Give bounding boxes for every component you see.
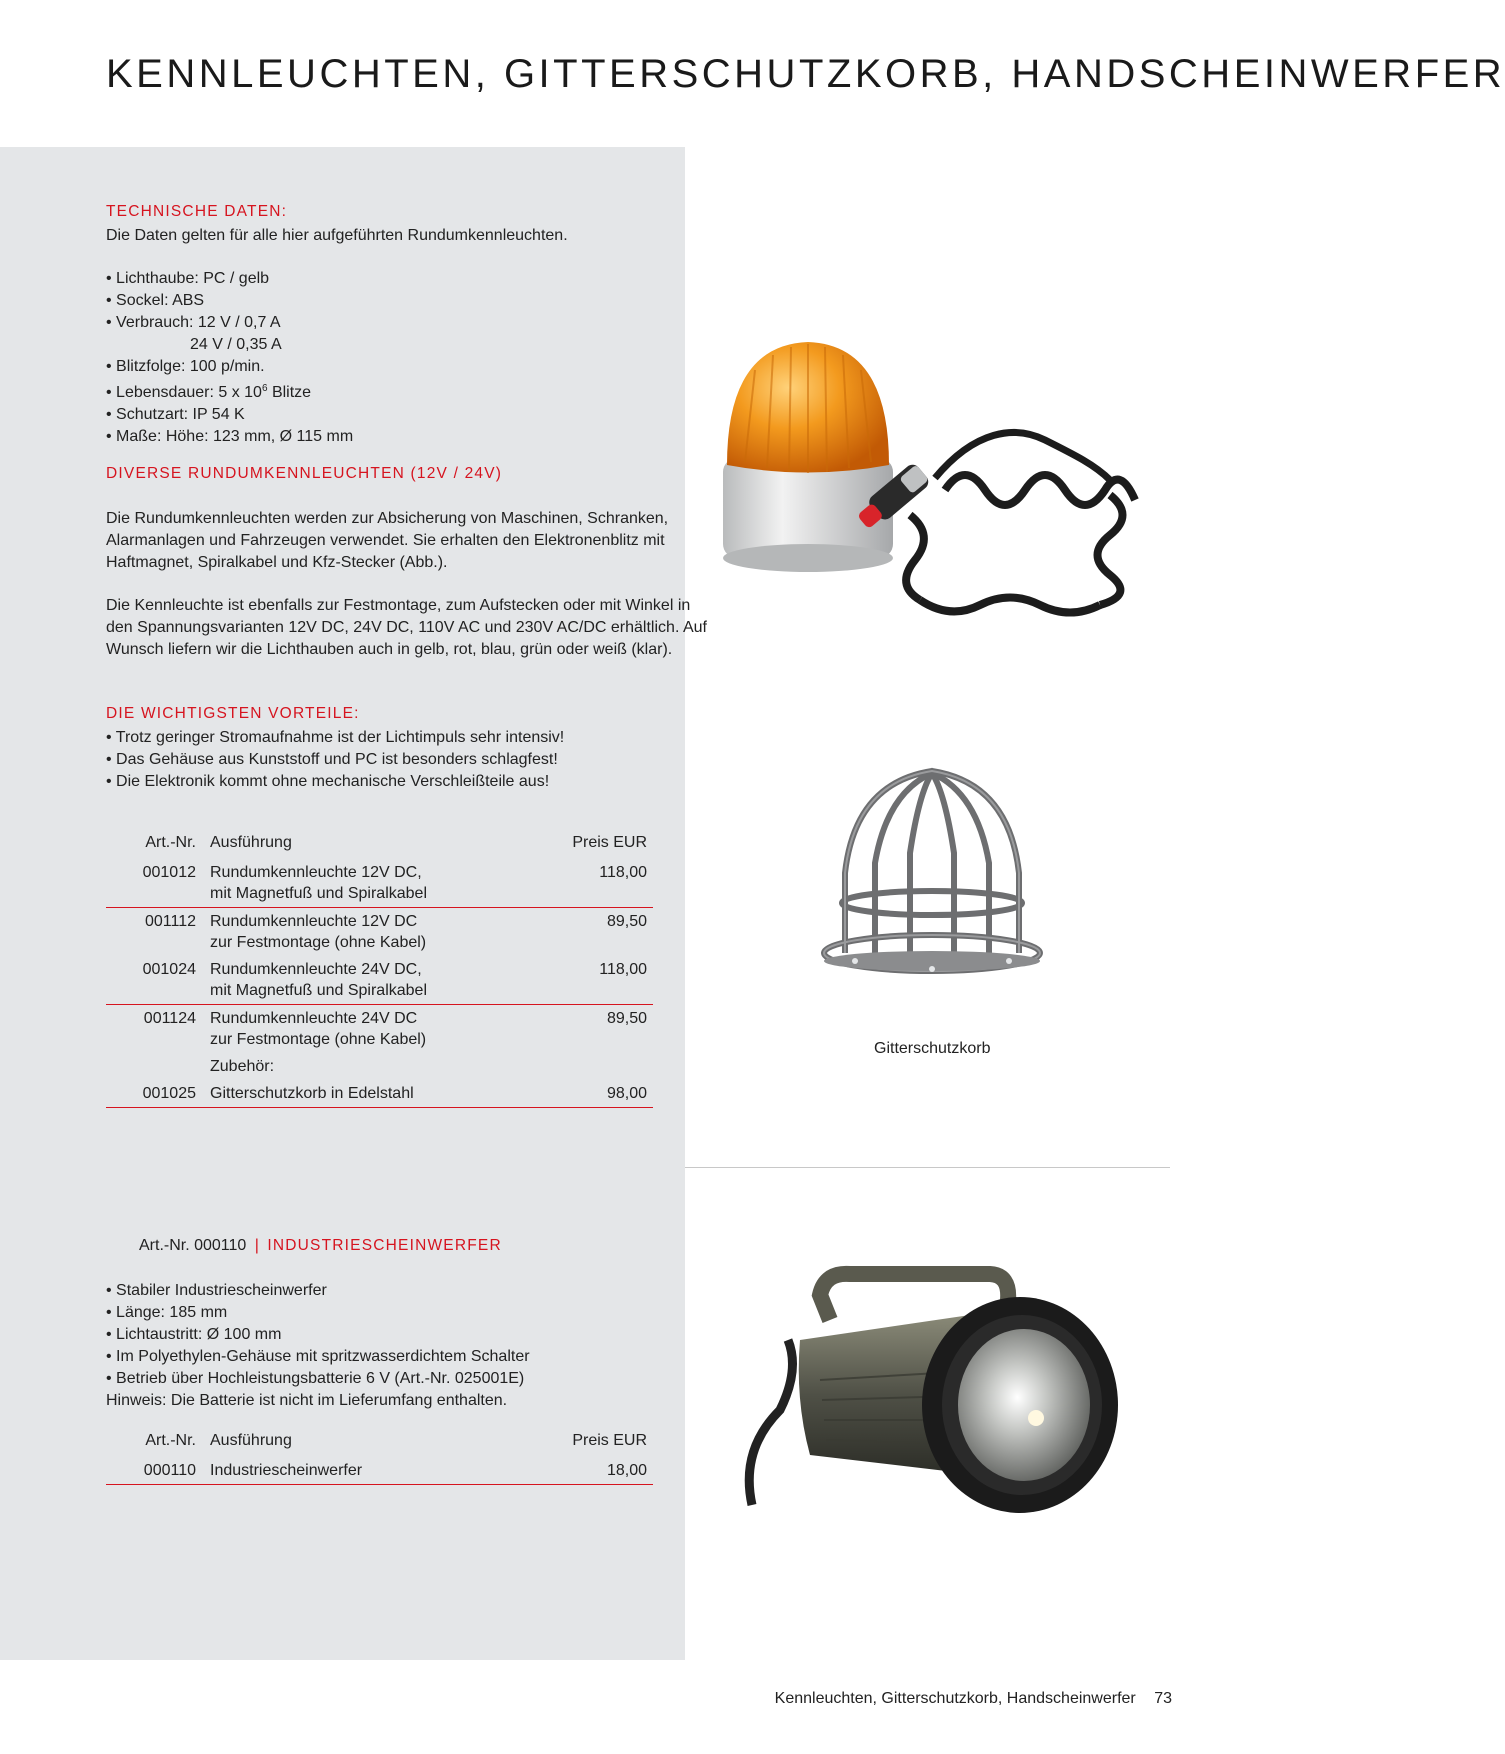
diverse-para1 [106,508,668,574]
tech-item-lebensdauer: • Lebensdauer: 5 x $10^6$ Blitze [106,383,312,401]
tech-list [106,268,353,448]
industrie-item: • Im Polyethylen-Gehäuse mit spritzwasserdichtem Schalter [106,1348,530,1365]
tech-heading: TECHNISCHE DATEN: [106,203,288,220]
vorteil-item: • Die Elektronik kommt ohne mechanische Verschleißteile aus! [106,773,550,790]
row-desc: Gitterschutzkorb in Edelstahl [210,1080,540,1108]
row-artnr: 001025 [106,1080,210,1108]
tech-intro: Die Daten gelten für alle hier aufgeführten Rundumkennleuchten. [106,227,568,244]
industrie-item: • Betrieb über Hochleistungsbatterie 6 V (Art.-Nr. 025001E) [106,1370,525,1387]
lantern-image [740,1260,1120,1520]
row-artnr: 001112 [144,913,196,930]
heading-separator: | [254,1237,259,1254]
row-price: 98,00 [540,1080,653,1108]
col-header-artnr: Art.-Nr. [145,834,196,851]
cage-caption: Gitterschutzkorb [874,1040,991,1057]
beacon-image [715,330,1175,630]
para-line: Alarmanlagen und Fahrzeugen verwendet. Sie erhalten den Elektronenblitz mit [106,532,665,549]
industrie-note: Hinweis: Die Batterie ist nicht im Lieferumfang enthalten. [106,1392,508,1409]
industrie-item: • Stabiler Industriescheinwerfer [106,1282,327,1299]
page-footer [775,1690,1172,1708]
para-line: Wunsch liefern wir die Lichthauben auch in gelb, rot, blau, grün oder weiß (klar). [106,641,673,658]
row-price: 18,00 [540,1457,653,1485]
tech-item: • Verbrauch: 12 V / 0,7 A [106,314,281,331]
footer-text: Kennleuchten, Gitterschutzkorb, Handscheinwerfer [774,1690,1136,1707]
diverse-heading: DIVERSE RUNDUMKENNLEUCHTEN (12V / 24V) [106,465,503,482]
row-artnr: 001024 [106,956,210,1005]
diverse-para2 [106,595,707,661]
vorteil-item: • Trotz geringer Stromaufnahme ist der Lichtimpuls sehr intensiv! [106,729,565,746]
tech-item: • Maße: Höhe: 123 mm, Ø 115 mm [106,428,354,445]
table-row [106,1005,653,1054]
row-artnr: 001124 [143,1010,196,1027]
para-line: Die Rundumkennleuchten werden zur Absicherung von Maschinen, Schranken, [106,510,669,527]
table-row [106,956,653,1005]
industrie-heading: INDUSTRIESCHEINWERFER [267,1237,502,1254]
para-line: den Spannungsvarianten 12V DC, 24V DC, 110V AC und 230V AC/DC erhältlich. Auf [106,619,707,636]
table-row [106,859,653,908]
table-row [106,1080,653,1108]
row-artnr: 000110 [106,1457,210,1485]
tech-item: • Blitzfolge: 100 p/min. [106,358,265,375]
table-row-zubehoer-label [106,1053,653,1080]
table-row [106,908,653,957]
col-header-preis: Preis EUR [572,1432,647,1449]
row-desc: Rundumkennleuchte 12V DC zur Festmontage (ohne Kabel) [210,913,427,951]
col-header-ausfuehrung: Ausführung [210,834,292,851]
page-title: KENNLEUCHTEN, GITTERSCHUTZKORB, HANDSCHEINWERFER [106,52,1505,96]
col-header-artnr: Art.-Nr. [145,1432,196,1449]
section-divider [685,1167,1170,1168]
row-desc: Rundumkennleuchte 12V DC, mit Magnetfuß und Spiralkabel [210,859,540,908]
col-header-preis: Preis EUR [572,834,647,851]
para-line: Die Kennleuchte ist ebenfalls zur Festmontage, zum Aufstecken oder mit Winkel in [106,597,691,614]
row-price: 118,00 [540,956,653,1005]
vorteile-heading: DIE WICHTIGSTEN VORTEILE: [106,705,360,722]
row-desc: Rundumkennleuchte 24V DC, mit Magnetfuß und Spiralkabel [210,956,540,1005]
industrie-list [106,1280,530,1412]
industrie-heading-line [139,1237,502,1255]
row-price: 118,00 [540,859,653,908]
industrie-table [106,1430,653,1485]
tech-item: • Schutzart: IP 54 K [106,406,245,423]
cage-image [815,763,1050,1013]
table-row [106,1457,653,1485]
industrie-artnr: Art.-Nr. 000110 [139,1237,247,1254]
vorteile-list [106,727,564,793]
row-desc: Rundumkennleuchte 24V DC zur Festmontage (ohne Kabel) [210,1010,427,1048]
para-line: Haftmagnet, Spiralkabel und Kfz-Stecker (Abb.). [106,554,448,571]
tech-item: • Lichthaube: PC / gelb [106,270,270,287]
tech-item: • Sockel: ABS [106,292,205,309]
vorteil-item: • Das Gehäuse aus Kunststoff und PC ist besonders schlagfest! [106,751,558,768]
row-artnr: 001012 [106,859,210,908]
row-desc: Industriescheinwerfer [210,1457,540,1485]
zubehoer-label: Zubehör: [210,1058,275,1075]
row-price: 89,50 [606,913,647,930]
product-table [106,832,653,1108]
industrie-item: • Länge: 185 mm [106,1304,228,1321]
page-number: 73 [1154,1690,1172,1707]
tech-item: 24 V / 0,35 A [190,336,282,353]
row-price: 89,50 [606,1010,647,1027]
col-header-ausfuehrung: Ausführung [210,1432,292,1449]
industrie-item: • Lichtaustritt: Ø 100 mm [106,1326,282,1343]
